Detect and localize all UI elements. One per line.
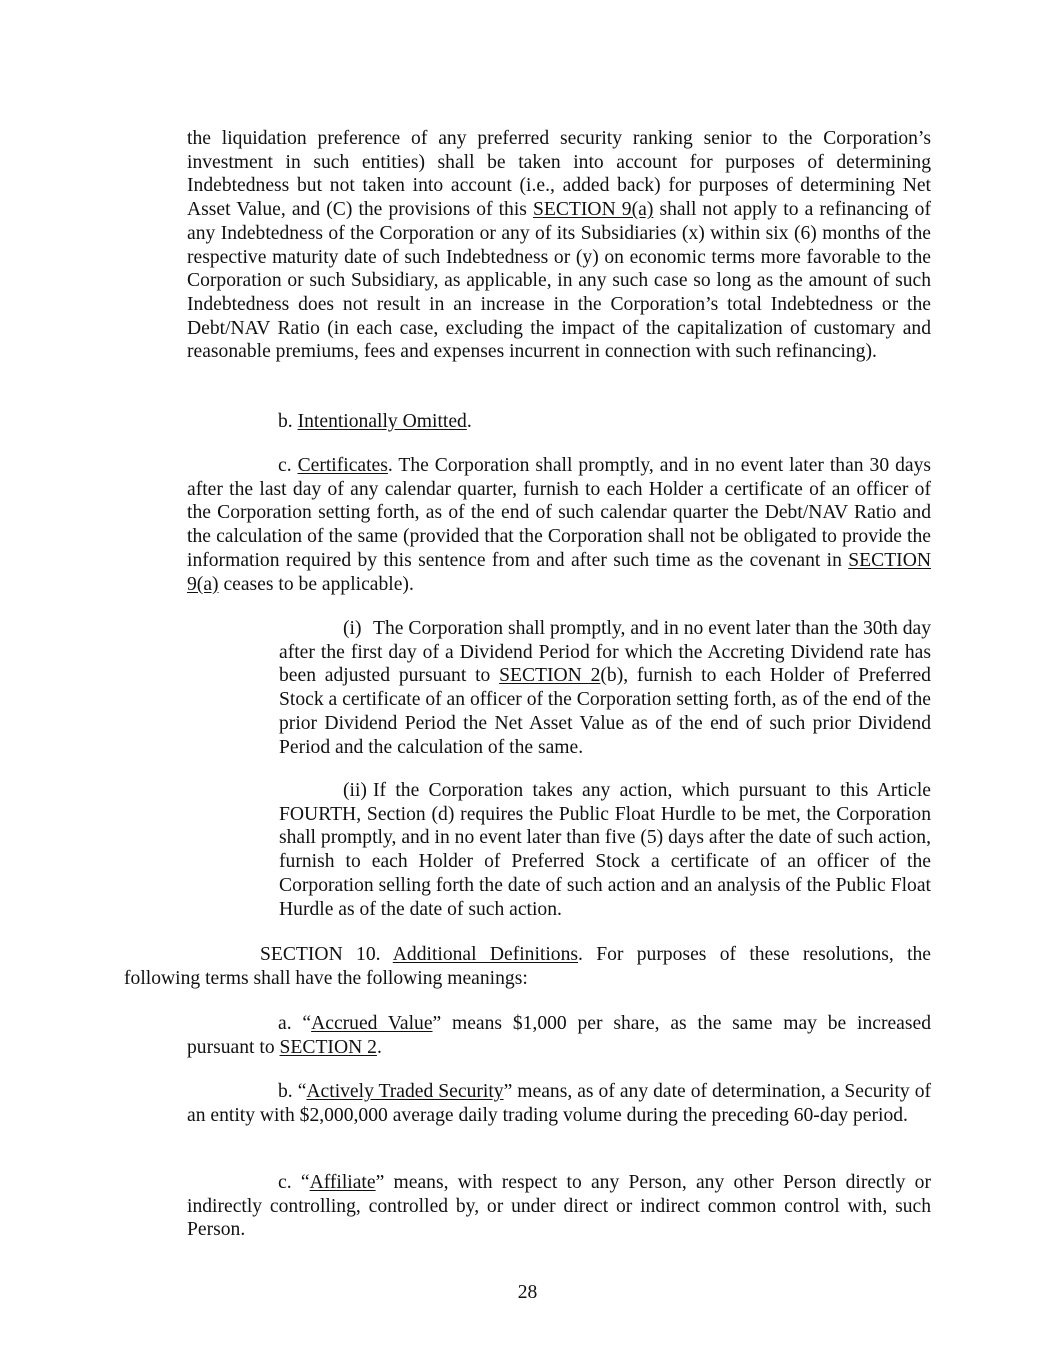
term-actively-traded-security: Actively Traded Security xyxy=(306,1081,504,1102)
item-b-heading: Intentionally Omitted xyxy=(297,411,467,432)
definition-c-marker: c. xyxy=(278,1172,292,1193)
page-number: 28 xyxy=(517,1282,538,1303)
definition-c-text: ” means, with respect to any Person, any other Person directly or indirectly controlling, controlled by, or under direct or indirect common control with, such Person. xyxy=(187,1172,931,1241)
item-c-marker: c. xyxy=(278,455,292,476)
section-10-label: SECTION 10. xyxy=(260,944,381,965)
continuation-text-start: the liquidation preference of any preferred security ranking senior to the Corporation’s investment in such entities) shall be taken into account for purposes of determining Indebtedness but not taken into account (i.e., added back) for purposes of determining Net Asset Value, and (C) the provisions of this xyxy=(187,128,931,221)
sub-item-i-text-start: The Corporation shall promptly, and in no event later than the 30th day after the first day of a Dividend Period for which the Accreting Dividend rate has been adjusted pursuant to xyxy=(279,618,931,687)
definition-c-open-quote: “ xyxy=(300,1172,310,1193)
section-10-text: . For purposes of these resolutions, the following terms shall have the following meanings: xyxy=(124,944,932,989)
sub-item-ii-paragraph xyxy=(279,779,931,921)
sub-item-ii-marker: (ii) xyxy=(343,780,367,801)
sub-item-i-marker: (i) xyxy=(343,618,362,639)
term-accrued-value: Accrued Value xyxy=(311,1013,433,1034)
definition-b-text: ” means, as of any date of determination, a Security of an entity with $2,000,000 average daily trading volume during the preceding 60-day period. xyxy=(187,1081,932,1126)
continuation-text-end: shall not apply to a refinancing of any Indebtedness of the Corporation or any of its Subsidiaries (x) within six (6) months of the respective maturity date of such Indebtedness or (y) on economic terms more favorable to the Corporation or such Subsidiary, as applicable, in any such case so long as the amount of such Indebtedness does not result in an increase in the Corporation’s total Indebtedness or the Debt/NAV Ratio (in each case, excluding the impact of the capitalization of customary and reasonable premiums, fees and expenses incurrent in connection with such refinancing). xyxy=(187,199,931,363)
item-c-heading: Certificates xyxy=(297,455,388,476)
definition-b-open-quote: “ xyxy=(297,1081,307,1102)
definition-affiliate xyxy=(187,1171,931,1242)
section-2-reference-2: SECTION 2 xyxy=(279,1036,377,1058)
definition-a-marker: a. xyxy=(278,1013,292,1034)
item-b-end: . xyxy=(466,411,472,432)
section-2-reference: SECTION 2 xyxy=(499,665,601,687)
item-c-text-end: ceases to be applicable). xyxy=(218,573,414,595)
definition-a-text: ” means $1,000 per share, as the same may be increased pursuant to xyxy=(187,1013,931,1058)
section-10-heading: Additional Definitions xyxy=(392,944,579,965)
section-10-paragraph xyxy=(124,943,931,990)
sub-item-i-text-end: (b), furnish to each Holder of Preferred Stock a certificate of an officer of the Corporation setting forth, as of the end of the prior Dividend Period the Net Asset Value as of the end of such prior Dividend Period and the calculation of the same. xyxy=(279,665,931,758)
definition-accrued-value xyxy=(187,1012,931,1059)
definition-b-marker: b. xyxy=(278,1081,293,1102)
section-9a-reference: SECTION 9(a) xyxy=(533,199,654,221)
definition-actively-traded-security xyxy=(187,1080,931,1127)
item-c-text-start: . The Corporation shall promptly, and in no event later than 30 days after the last day of any calendar quarter, furnish to each Holder a certificate of an officer of the Corporation setting forth, as of the end of such calendar quarter the Debt/NAV Ratio and the calculation of the same (provided that the Corporation shall not be obligated to provide the information required by this sentence from and after such time as the covenant in xyxy=(187,455,931,571)
item-c-paragraph xyxy=(187,454,931,596)
section-9a-reference-2: SECTION 9(a) xyxy=(187,549,931,595)
item-b-marker: b. xyxy=(278,411,293,432)
definition-a-end: . xyxy=(376,1036,382,1058)
continuation-paragraph xyxy=(187,127,931,364)
definition-a-open-quote: “ xyxy=(302,1013,312,1034)
sub-item-i-paragraph xyxy=(279,617,931,759)
term-affiliate: Affiliate xyxy=(309,1172,376,1193)
sub-item-ii-text: If the Corporation takes any action, which pursuant to this Article FOURTH, Section (d) requires the Public Float Hurdle to be met, the Corporation shall promptly, and in no event later than five (5) days after the date of such action, furnish to each Holder of Preferred Stock a certificate of an officer of the Corporation selling forth the date of such action and an analysis of the Public Float Hurdle as of the date of such action. xyxy=(279,780,931,920)
item-b-paragraph xyxy=(187,410,931,434)
